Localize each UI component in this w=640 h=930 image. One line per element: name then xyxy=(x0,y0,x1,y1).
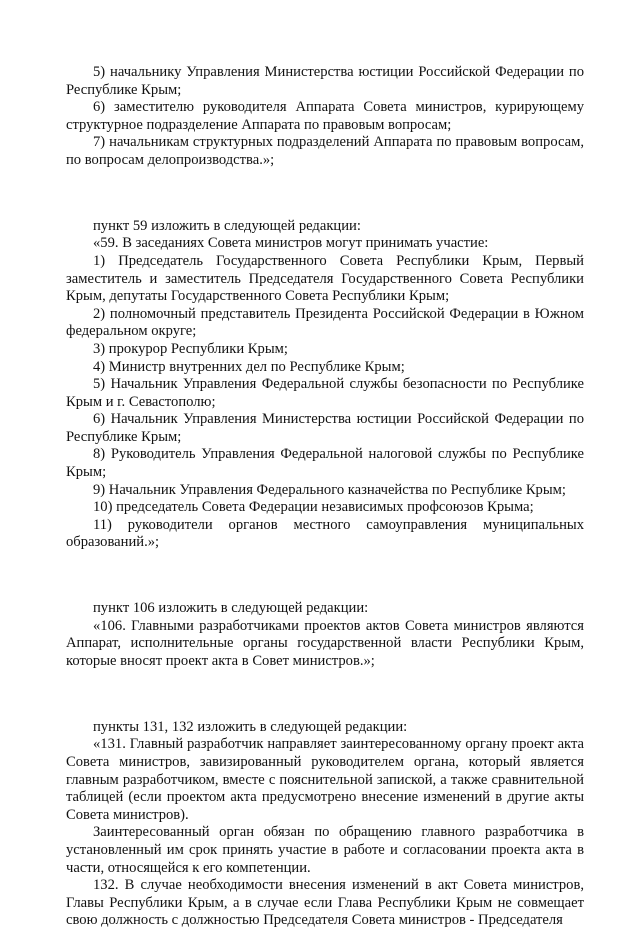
paragraph-spacer xyxy=(66,685,584,704)
paragraph-spacer xyxy=(66,184,584,203)
document-paragraph: пункты 131, 132 изложить в следующей редакции: xyxy=(93,718,408,735)
document-paragraph: 6) Начальник Управления Министерства юстиции Российской Федерации по Республике Крым; xyxy=(66,411,584,445)
document-paragraph: 2) полномочный представитель Президента Российской Федерации в Южном федеральном округе; xyxy=(66,305,584,340)
document-paragraph: 11) руководители органов местного самоуправления муниципальных образований.»; xyxy=(66,516,584,551)
document-paragraph: «106. Главными разработчиками проектов актов Совета министров являются Аппарат, исполнительные органы государственной власти Республики Крым, которые вносят проект акта в Совет министров.»; xyxy=(66,617,584,669)
document-paragraph: 5) начальнику Управления Министерства юстиции Российской Федерации по Республике Крым; xyxy=(66,64,584,98)
document-paragraph: 8) Руководитель Управления Федеральной налоговой службы по Республике Крым; xyxy=(66,446,584,481)
document-paragraph: пункт 106 изложить в следующей редакции: xyxy=(93,600,369,617)
document-body xyxy=(66,64,584,930)
document-paragraph: Заинтересованный орган обязан по обращению главного разработчика в установленный им срок принять участие в работе и согласовании проекта акта в части, относящейся к его компетенции. xyxy=(66,824,584,876)
document-paragraph: 10) председатель Совета Федерации независимых профсоюзов Крыма; xyxy=(93,499,534,516)
paragraph-spacer xyxy=(66,567,584,586)
document-paragraph: «131. Главный разработчик направляет заинтересованному органу проект акта Совета министров, завизированный руководителем органа, который является главным разработчиком, вместе с пояснительной запиской, а также сравнительной таблицей (если проектом акта предусмотрено внесение изменений в другие акты Совета министров). xyxy=(66,736,584,823)
document-paragraph: пункт 59 изложить в следующей редакции: xyxy=(93,217,361,234)
document-paragraph: 5) Начальник Управления Федеральной службы безопасности по Республике Крым и г. Севастополю; xyxy=(66,376,584,410)
document-paragraph: 6) заместителю руководителя Аппарата Совета министров, курирующему структурное подразделение Аппарата по правовым вопросам; xyxy=(66,99,584,133)
document-paragraph: 4) Министр внутренних дел по Республике Крым; xyxy=(93,358,405,375)
document-paragraph: 1) Председатель Государственного Совета Республики Крым, Первый заместитель и заместитель Председателя Государственного Совета Республики Крым, депутаты Государственного Совета Республики Крым; xyxy=(66,252,584,305)
document-paragraph: 3) прокурор Республики Крым; xyxy=(93,340,288,357)
document-paragraph: 132. В случае необходимости внесения изменений в акт Совета министров, Главы Республики Крым, а в случае если Глава Республики Крым не совмещает свою должность с должностью Председателя Совета министров - Председателя xyxy=(66,877,584,929)
document-paragraph: «59. В заседаниях Совета министров могут принимать участие: xyxy=(93,235,489,252)
document-paragraph: 9) Начальник Управления Федерального казначейства по Республике Крым; xyxy=(93,481,566,498)
document-paragraph: 7) начальникам структурных подразделений Аппарата по правовым вопросам, по вопросам делопроизводства.»; xyxy=(66,134,584,168)
